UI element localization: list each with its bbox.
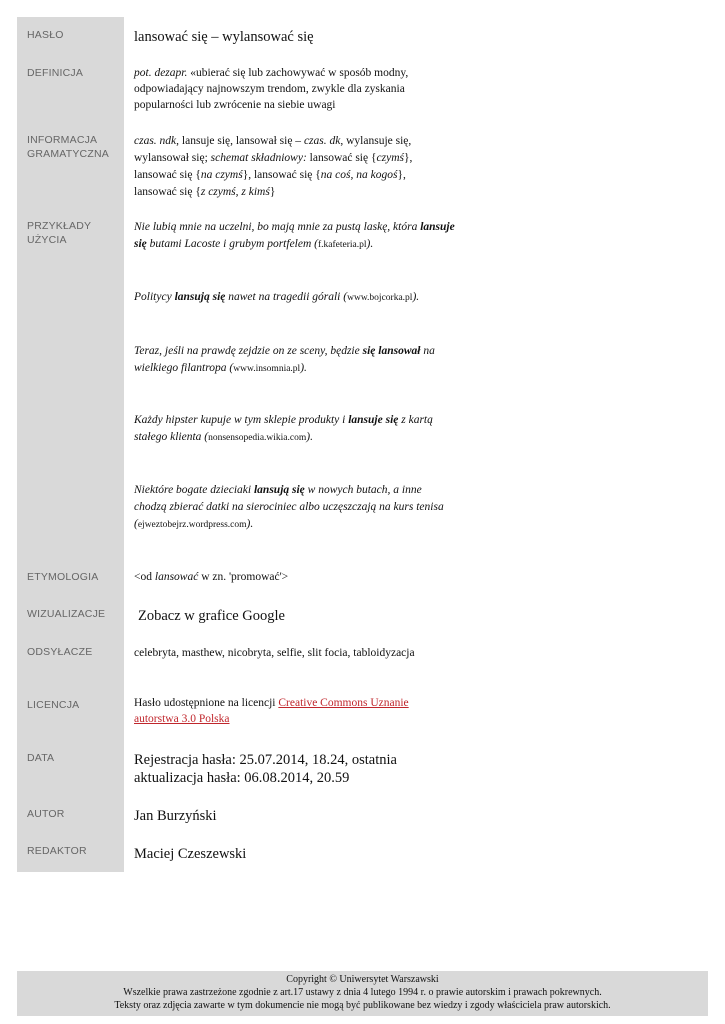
- example-text: Niektóre bogate dzieciaki: [134, 484, 254, 496]
- editor-name: Maciej Czeszewski: [134, 846, 247, 862]
- grammar-schema: }, lansować się {: [134, 152, 413, 181]
- label-line: INFORMACJA: [27, 134, 98, 146]
- label-etymologia: ETYMOLOGIA: [27, 571, 99, 583]
- example-text: nawet na tragedii górali: [225, 291, 341, 303]
- example-source: www.bojcorka.pl: [347, 293, 413, 303]
- example-3: Teraz, jeśli na prawdę zejdzie on ze sceny, będzie się lansował na wielkiego filantropa (www.insomnia.pl).: [134, 345, 435, 374]
- example-text: w nowych butach, a inne chodzą zbierać datki na sierociniec albo uczęszczają na kurs tenisa: [134, 484, 444, 513]
- label-definicja: DEFINICJA: [27, 67, 84, 79]
- example-text: butami Lacoste i grubym portfelem: [146, 238, 312, 250]
- license-link[interactable]: Creative Commons Uznanie autorstwa 3.0 Polska: [134, 697, 409, 725]
- grammar-info: [134, 133, 429, 201]
- grammar-ndk-forms: , lansuje się, lansował się –: [176, 135, 304, 147]
- google-images-link[interactable]: Zobacz w grafice Google: [138, 608, 285, 624]
- license-text: Hasło udostępnione na licencji: [134, 697, 279, 709]
- grammar-schema-object: na czymś: [200, 169, 243, 181]
- example-text: Teraz, jeśli na prawdę zejdzie on ze sceny, będzie: [134, 345, 363, 357]
- etymology-text: w zn. 'promować'>: [198, 571, 289, 583]
- example-source: ejweztobejrz.wordpress.com: [137, 520, 247, 530]
- label-informacja-gramatyczna: [27, 133, 122, 161]
- example-keyword: lansuje się: [134, 221, 455, 250]
- example-text: Każdy hipster kupuje w tym sklepie produkty i: [134, 414, 349, 426]
- example-source: f.kafeteria.pl: [318, 240, 367, 250]
- label-line: PRZYKŁADY: [27, 220, 92, 232]
- grammar-schema-object: z czymś, z kimś: [200, 186, 270, 198]
- grammar-schema: }, lansować się {: [134, 169, 406, 198]
- example-source: www.insomnia.pl: [233, 364, 301, 374]
- grammar-aspect-dk: czas. dk: [303, 135, 341, 147]
- footer-copyright: Copyright © Uniwersytet Warszawski: [286, 974, 439, 985]
- grammar-aspect-ndk: czas. ndk: [134, 135, 177, 147]
- example-text: Nie lubią mnie na uczelni, bo mają mnie za pustą laskę, która: [134, 221, 421, 233]
- example-keyword: lansują się: [253, 484, 305, 496]
- example-keyword: się lansował: [362, 345, 421, 357]
- example-keyword: lansuje się: [348, 414, 399, 426]
- example-1: Nie lubią mnie na uczelni, bo mają mnie za pustą laskę, która lansuje się butami Lacoste i grubym portfelem (f.kafeteria.pl).: [134, 221, 455, 250]
- example-4: Każdy hipster kupuje w tym sklepie produkty i lansuje się z kartą stałego klienta (nonsensopedia.wikia.com).: [134, 414, 433, 443]
- footer-rights: Wszelkie prawa zastrzeżone zgodnie z art.17 ustawy z dnia 4 lutego 1994 r. o prawie autorskim i prawach pokrewnych.: [123, 987, 602, 998]
- label-odsylacze: ODSYŁACZE: [27, 646, 93, 658]
- footer-notice: Teksty oraz zdjęcia zawarte w tym dokumencie nie mogą być publikowane bez wiedzy i zgody właściciela praw autorskich.: [114, 1000, 611, 1011]
- grammar-schema: lansować się {: [306, 152, 377, 164]
- grammar-schema: }: [269, 186, 276, 198]
- example-text: na wielkiego filantropa: [134, 345, 435, 374]
- grammar-schema-object: czymś: [376, 152, 404, 164]
- label-haslo: HASŁO: [27, 29, 64, 41]
- example-2: Politycy lansują się nawet na tragedii górali (www.bojcorka.pl).: [134, 291, 420, 303]
- example-text: z kartą stałego klienta: [134, 414, 433, 443]
- license: [134, 695, 434, 727]
- grammar-dk-forms: , wylansuje się, wylansował się;: [134, 135, 412, 164]
- footer: [17, 971, 708, 1016]
- example-keyword: lansują się: [174, 291, 226, 303]
- headword: lansować się – wylansować się: [134, 29, 314, 45]
- definition-qualifier: pot. dezapr.: [134, 67, 188, 79]
- grammar-schema-object: na coś, na kogoś: [320, 169, 398, 181]
- label-wizualizacje: WIZUALIZACJE: [27, 608, 106, 620]
- label-licencja: LICENCJA: [27, 699, 80, 711]
- example-source: nonsensopedia.wikia.com: [208, 433, 307, 443]
- label-line: GRAMATYCZNA: [27, 148, 109, 160]
- label-przyklady-uzycia: [27, 219, 122, 247]
- label-line: UŻYCIA: [27, 234, 67, 246]
- grammar-schema-label: schemat składniowy:: [210, 152, 307, 164]
- registration-dates: Rejestracja hasła: 25.07.2014, 18.24, ostatnia aktualizacja hasła: 06.08.2014, 20.59: [134, 752, 397, 786]
- grammar-schema: }, lansować się {: [242, 169, 321, 181]
- example-5: Niektóre bogate dzieciaki lansują się w nowych butach, a inne chodzą zbierać datki na sierociniec albo uczęszczają na kurs tenisa (ejweztobejrz.wordpress.com).: [134, 484, 444, 530]
- label-autor: AUTOR: [27, 808, 65, 820]
- example-text: Politycy: [134, 291, 175, 303]
- label-data: DATA: [27, 752, 55, 764]
- author-name: Jan Burzyński: [134, 808, 217, 824]
- cross-references: celebryta, masthew, nicobryta, selfie, slit focia, tabloidyzacja: [134, 647, 415, 659]
- definition: [134, 65, 434, 113]
- definition-text: «ubierać się lub zachowywać w sposób modny, odpowiadający najnowszym trendom, zwykle dla zyskania popularności lub zwrócenie na siebie uwagi: [134, 67, 409, 111]
- etymology-text: <od: [134, 571, 155, 583]
- label-redaktor: REDAKTOR: [27, 845, 87, 857]
- etymology-word: lansować: [154, 571, 199, 583]
- etymology: [134, 569, 454, 585]
